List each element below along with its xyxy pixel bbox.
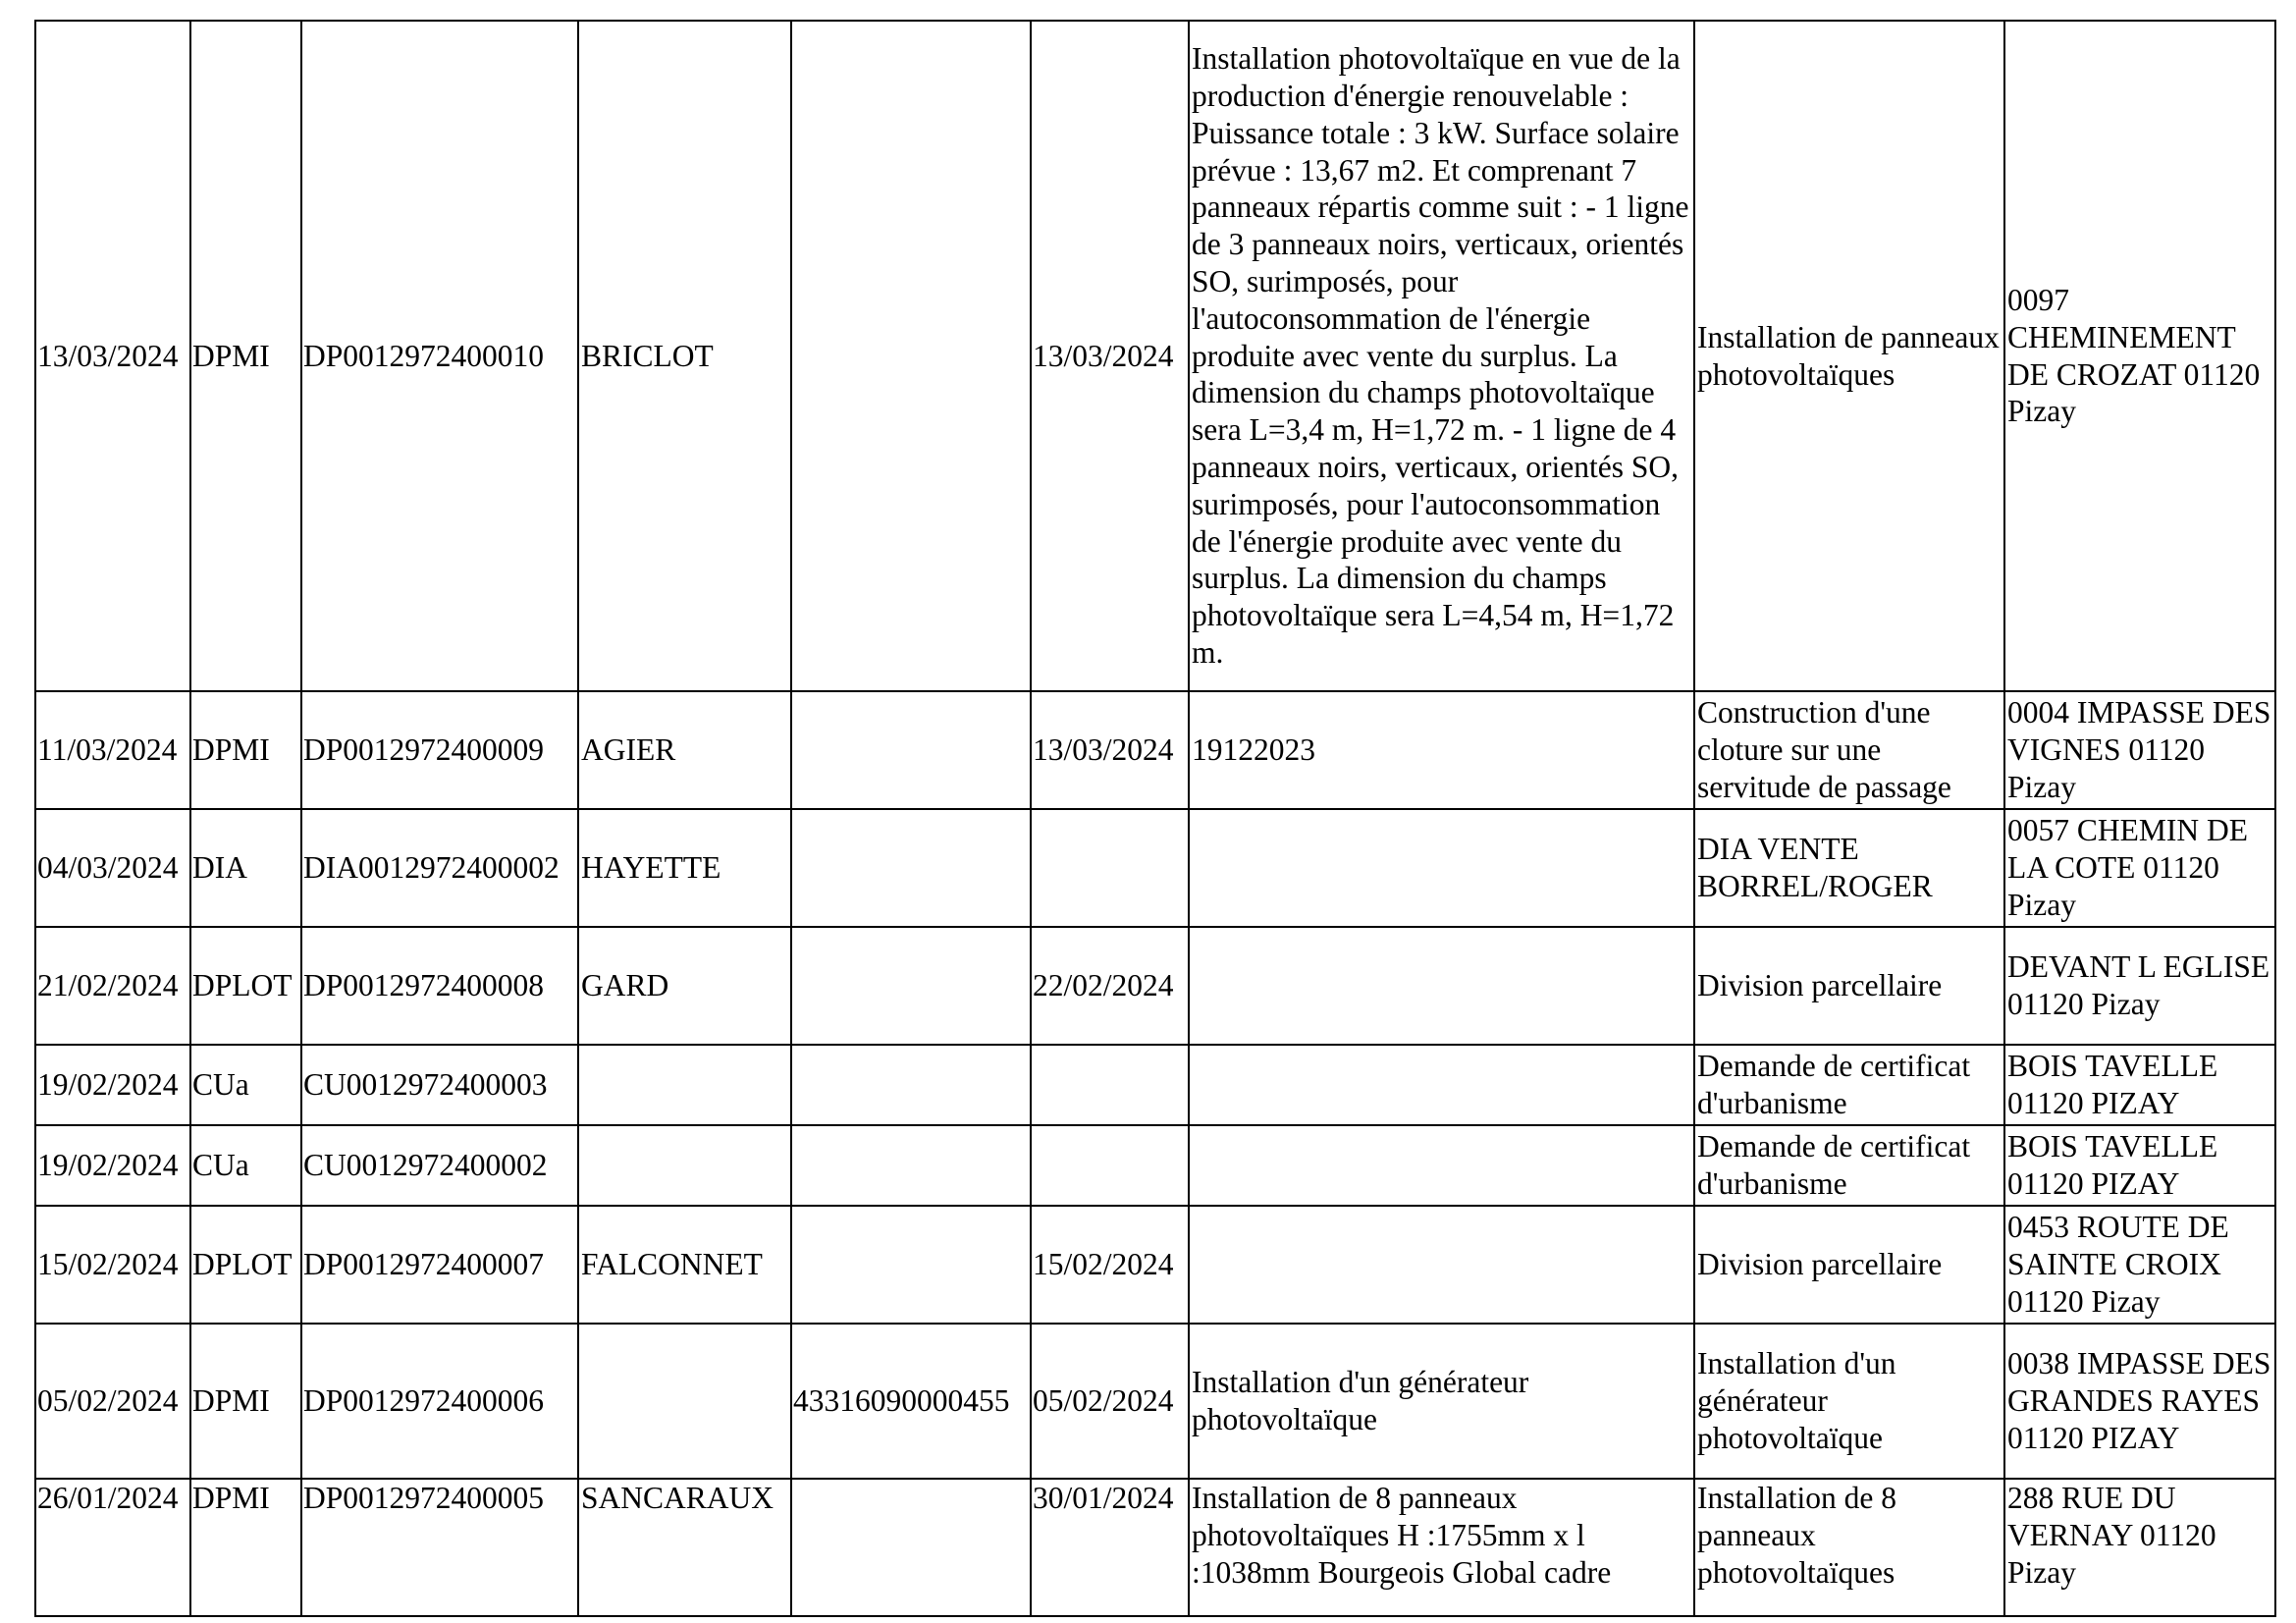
parcelle-cell — [791, 1479, 1031, 1616]
date-depot-cell: 13/03/2024 — [35, 21, 190, 691]
numero-cell: DP0012972400009 — [301, 691, 578, 809]
demandeur-cell: SANCARAUX — [578, 1479, 791, 1616]
date-decision-cell: 22/02/2024 — [1031, 927, 1189, 1045]
description-cell — [1189, 1206, 1694, 1324]
nature-cell: Installation d'un générateur photovoltaïque — [1694, 1324, 2004, 1479]
numero-cell: DP0012972400008 — [301, 927, 578, 1045]
date-depot-cell: 05/02/2024 — [35, 1324, 190, 1479]
date-decision-cell: 30/01/2024 — [1031, 1479, 1189, 1616]
description-cell — [1189, 1045, 1694, 1125]
parcelle-cell — [791, 809, 1031, 927]
demandeur-cell: BRICLOT — [578, 21, 791, 691]
demandeur-cell — [578, 1324, 791, 1479]
adresse-cell: 0038 IMPASSE DES GRANDES RAYES 01120 PIZAY — [2004, 1324, 2275, 1479]
date-decision-cell: 05/02/2024 — [1031, 1324, 1189, 1479]
date-depot-cell: 04/03/2024 — [35, 809, 190, 927]
parcelle-cell — [791, 1125, 1031, 1206]
adresse-cell: BOIS TAVELLE 01120 PIZAY — [2004, 1045, 2275, 1125]
table-row — [35, 691, 2275, 809]
date-decision-cell: 13/03/2024 — [1031, 21, 1189, 691]
type-cell: DPMI — [190, 21, 301, 691]
adresse-cell: 0097 CHEMINEMENT DE CROZAT 01120 Pizay — [2004, 21, 2275, 691]
type-cell: CUa — [190, 1045, 301, 1125]
table-row — [35, 809, 2275, 927]
description-cell: 19122023 — [1189, 691, 1694, 809]
parcelle-cell — [791, 1045, 1031, 1125]
numero-cell: DP0012972400005 — [301, 1479, 578, 1616]
demandeur-cell: AGIER — [578, 691, 791, 809]
demandeur-cell: GARD — [578, 927, 791, 1045]
adresse-cell: 0004 IMPASSE DES VIGNES 01120 Pizay — [2004, 691, 2275, 809]
numero-cell: DP0012972400006 — [301, 1324, 578, 1479]
date-depot-cell: 19/02/2024 — [35, 1045, 190, 1125]
date-decision-cell: 13/03/2024 — [1031, 691, 1189, 809]
nature-cell: Installation de 8 panneaux photovoltaïques — [1694, 1479, 2004, 1616]
date-decision-cell: 15/02/2024 — [1031, 1206, 1189, 1324]
parcelle-cell — [791, 21, 1031, 691]
adresse-cell: 288 RUE DU VERNAY 01120 Pizay — [2004, 1479, 2275, 1616]
demandeur-cell: HAYETTE — [578, 809, 791, 927]
table-row — [35, 1125, 2275, 1206]
nature-cell: Construction d'une cloture sur une servitude de passage — [1694, 691, 2004, 809]
nature-cell: Division parcellaire — [1694, 927, 2004, 1045]
table-row — [35, 927, 2275, 1045]
parcelle-cell — [791, 1206, 1031, 1324]
numero-cell: DP0012972400007 — [301, 1206, 578, 1324]
adresse-cell: DEVANT L EGLISE 01120 Pizay — [2004, 927, 2275, 1045]
type-cell: DPMI — [190, 1324, 301, 1479]
date-depot-cell: 15/02/2024 — [35, 1206, 190, 1324]
numero-cell: DP0012972400010 — [301, 21, 578, 691]
numero-cell: CU0012972400003 — [301, 1045, 578, 1125]
table-row — [35, 1324, 2275, 1479]
description-cell: Installation de 8 panneaux photovoltaïques H :1755mm x l :1038mm Bourgeois Global cadre — [1189, 1479, 1694, 1616]
adresse-cell: 0057 CHEMIN DE LA COTE 01120 Pizay — [2004, 809, 2275, 927]
description-cell — [1189, 809, 1694, 927]
adresse-cell: 0453 ROUTE DE SAINTE CROIX 01120 Pizay — [2004, 1206, 2275, 1324]
description-cell — [1189, 927, 1694, 1045]
type-cell: CUa — [190, 1125, 301, 1206]
description-cell: Installation d'un générateur photovoltaïque — [1189, 1324, 1694, 1479]
description-cell: Installation photovoltaïque en vue de la production d'énergie renouvelable : Puissance totale : 3 kW. Surface solaire prévue : 13,67 m2. Et comprenant 7 panneaux répartis comme suit : - 1 ligne de 3 panneaux noirs, verticaux, orientés SO, surimposés, pour l'autoconsommation de l'énergie produite avec vente du surplus. La dimension du champs photovoltaïque sera L=3,4 m, H=1,72 m. - 1 ligne de 4 panneaux noirs, verticaux, orientés SO, surimposés, pour l'autoconsommation de l'énergie produite avec vente du surplus. La dimension du champs photovoltaïque sera L=4,54 m, H=1,72 m. — [1189, 21, 1694, 691]
type-cell: DPMI — [190, 1479, 301, 1616]
type-cell: DPLOT — [190, 1206, 301, 1324]
date-decision-cell — [1031, 1125, 1189, 1206]
nature-cell: Installation de panneaux photovoltaïques — [1694, 21, 2004, 691]
demandeur-cell — [578, 1045, 791, 1125]
demandeur-cell: FALCONNET — [578, 1206, 791, 1324]
demandeur-cell — [578, 1125, 791, 1206]
nature-cell: Demande de certificat d'urbanisme — [1694, 1045, 2004, 1125]
nature-cell: Demande de certificat d'urbanisme — [1694, 1125, 2004, 1206]
date-decision-cell — [1031, 809, 1189, 927]
numero-cell: DIA0012972400002 — [301, 809, 578, 927]
table-row — [35, 21, 2275, 691]
type-cell: DPLOT — [190, 927, 301, 1045]
numero-cell: CU0012972400002 — [301, 1125, 578, 1206]
adresse-cell: BOIS TAVELLE 01120 PIZAY — [2004, 1125, 2275, 1206]
date-depot-cell: 19/02/2024 — [35, 1125, 190, 1206]
type-cell: DIA — [190, 809, 301, 927]
nature-cell: Division parcellaire — [1694, 1206, 2004, 1324]
type-cell: DPMI — [190, 691, 301, 809]
table-row — [35, 1479, 2275, 1616]
nature-cell: DIA VENTE BORREL/ROGER — [1694, 809, 2004, 927]
parcelle-cell — [791, 691, 1031, 809]
description-cell — [1189, 1125, 1694, 1206]
parcelle-cell — [791, 927, 1031, 1045]
date-decision-cell — [1031, 1045, 1189, 1125]
permits-table — [34, 20, 2276, 1617]
parcelle-cell: 43316090000455 — [791, 1324, 1031, 1479]
table-row — [35, 1045, 2275, 1125]
date-depot-cell: 11/03/2024 — [35, 691, 190, 809]
table-row — [35, 1206, 2275, 1324]
date-depot-cell: 26/01/2024 — [35, 1479, 190, 1616]
date-depot-cell: 21/02/2024 — [35, 927, 190, 1045]
